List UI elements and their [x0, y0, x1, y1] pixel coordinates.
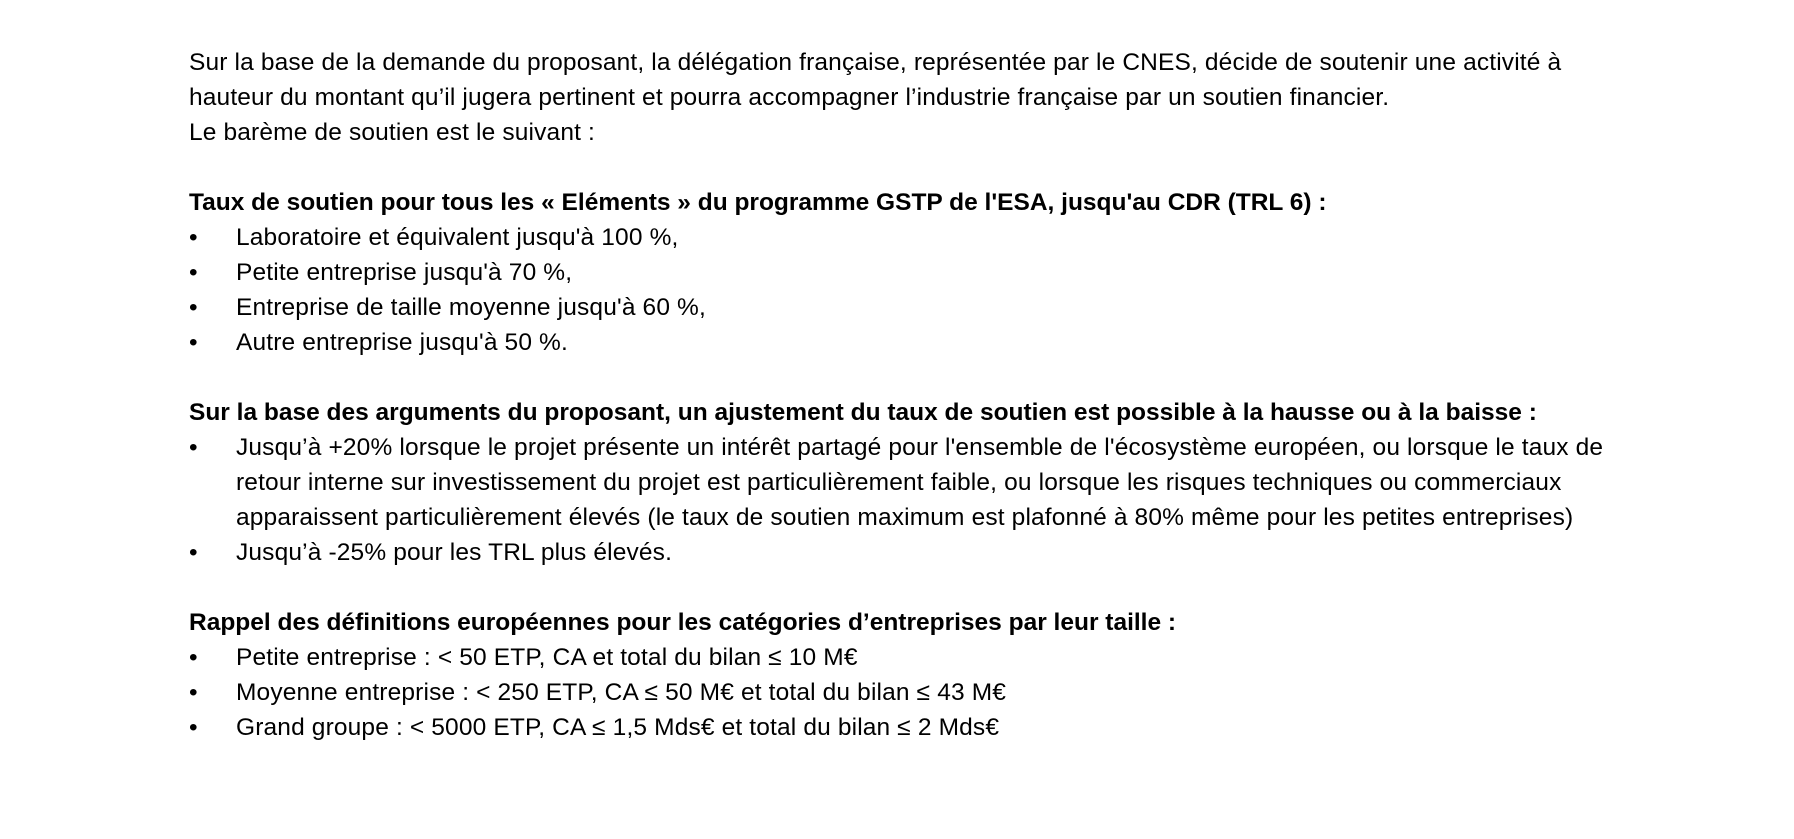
list-item [189, 710, 1649, 745]
section-heading-support-rates: Taux de soutien pour tous les « Eléments » du programme GSTP de l'ESA, jusqu'au CDR (TRL 6) : [189, 189, 1327, 216]
section-heading-company-definitions: Rappel des définitions européennes pour les catégories d’entreprises par leur taille : [189, 609, 1177, 636]
spacer [189, 570, 1649, 605]
intro-paragraph: Sur la base de la demande du proposant, la délégation française, représentée par le CNES, décide de soutenir une activité à hauteur du montant qu’il jugera pertinent et pourra accompagner l’industrie française par un soutien financier. [189, 49, 1562, 111]
support-rates-list [189, 220, 1649, 360]
list-item-text: Entreprise de taille moyenne jusqu'à 60 %, [236, 294, 706, 321]
bullet-icon: • [189, 224, 198, 251]
list-item [189, 220, 1649, 255]
list-item-text: Jusqu’à +20% lorsque le projet présente un intérêt partagé pour l'ensemble de l'écosystème européen, ou lorsque le taux de retour interne sur investissement du projet est particulièrement faible, ou lorsque les risques techniques ou commerciaux apparaissent particulièrement élevés (le taux de soutien maximum est plafonné à 80% même pour les petites entreprises) [236, 434, 1604, 531]
list-item-text: Moyenne entreprise : < 250 ETP, CA ≤ 50 M€ et total du bilan ≤ 43 M€ [236, 679, 1007, 706]
document-body [189, 45, 1649, 745]
list-item [189, 640, 1649, 675]
company-definitions-list [189, 640, 1649, 745]
spacer [189, 150, 1649, 185]
list-item-text: Petite entreprise : < 50 ETP, CA et total du bilan ≤ 10 M€ [236, 644, 858, 671]
list-item-text: Autre entreprise jusqu'à 50 %. [236, 329, 568, 356]
rate-adjustment-list [189, 430, 1649, 570]
list-item-text: Laboratoire et équivalent jusqu'à 100 %, [236, 224, 679, 251]
bullet-icon: • [189, 329, 198, 356]
list-item-text: Jusqu’à -25% pour les TRL plus élevés. [236, 539, 673, 566]
list-item [189, 255, 1649, 290]
bullet-icon: • [189, 259, 198, 286]
intro-lead-in: Le barème de soutien est le suivant : [189, 119, 595, 146]
bullet-icon: • [189, 434, 198, 461]
spacer [189, 360, 1649, 395]
bullet-icon: • [189, 714, 198, 741]
section-heading-rate-adjustment: Sur la base des arguments du proposant, un ajustement du taux de soutien est possible à la hausse ou à la baisse : [189, 399, 1537, 426]
list-item [189, 675, 1649, 710]
bullet-icon: • [189, 644, 198, 671]
list-item [189, 430, 1649, 535]
list-item [189, 290, 1649, 325]
bullet-icon: • [189, 294, 198, 321]
list-item [189, 535, 1649, 570]
bullet-icon: • [189, 539, 198, 566]
list-item-text: Petite entreprise jusqu'à 70 %, [236, 259, 573, 286]
list-item [189, 325, 1649, 360]
list-item-text: Grand groupe : < 5000 ETP, CA ≤ 1,5 Mds€ et total du bilan ≤ 2 Mds€ [236, 714, 1000, 741]
bullet-icon: • [189, 679, 198, 706]
